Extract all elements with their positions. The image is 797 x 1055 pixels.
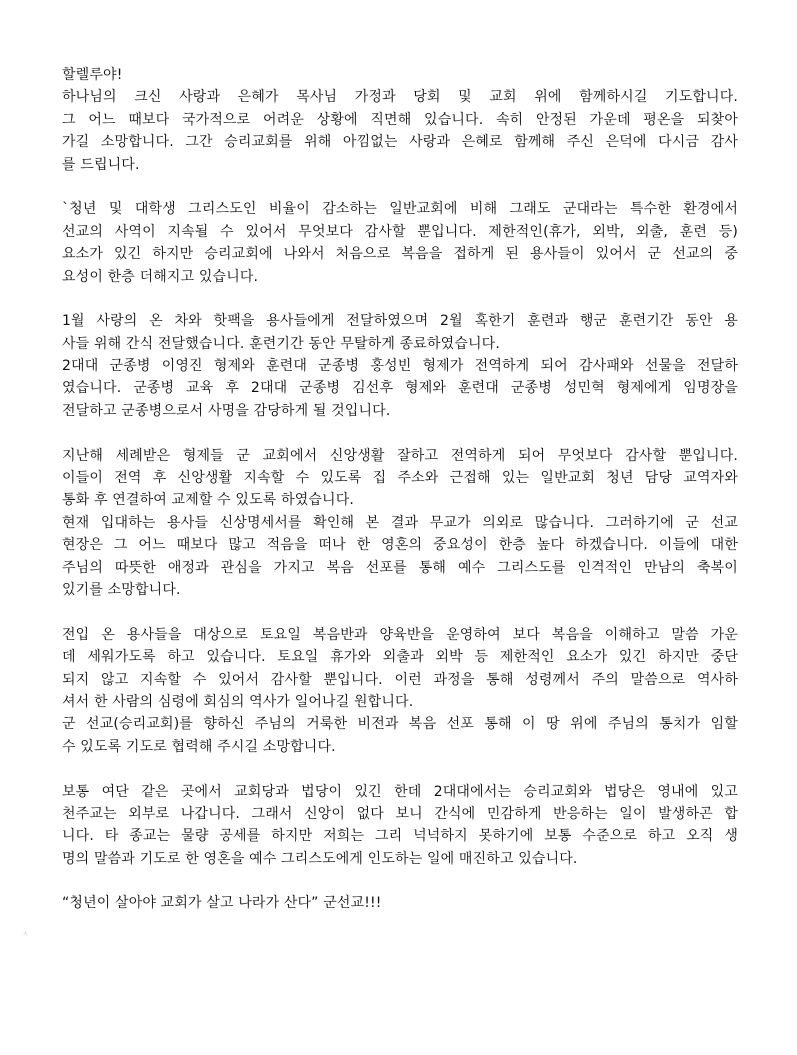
paragraph-line: 있기를 소망합니다. — [62, 581, 181, 598]
paragraph-spacer — [62, 288, 738, 310]
letter-body — [62, 64, 738, 915]
paragraph-line: 선교의 사역이 지속될 수 있어서 무엇보다 감사할 뿐입니다. 제한적인(휴가, 외박, 외출, 훈련 등) — [62, 223, 738, 240]
paragraph-line: 사들 위해 간식 전달했습니다. 훈련기간 동안 무탈하게 종료하였습니다. — [62, 335, 500, 352]
greeting: 할렐루야! — [62, 67, 123, 83]
paragraph-line: 니다. 타 종교는 물량 공세를 하지만 저희는 그리 넉넉하지 못하기에 보통 수준으로 하고 오직 생 — [62, 828, 738, 845]
paragraph-line: 요성이 한층 더해지고 있습니다. — [62, 268, 259, 285]
paragraph-spacer — [62, 601, 738, 623]
paragraph-1 — [62, 86, 738, 176]
paragraph-line: 셔서 한 사람의 심령에 회심의 역사가 일어나길 원합니다. — [62, 693, 414, 710]
paragraph-line: 가길 소망합니다. 그간 승리교회를 위해 아낌없는 사랑과 은혜로 함께해 주신 은덕에 다시금 감사 — [62, 134, 738, 151]
paragraph-line: 데 세워가도록 하고 있습니다. 토요일 휴가와 외출과 외박 등 제한적인 요소가 있긴 하지만 중단 — [62, 649, 738, 666]
paragraph-line: 전입 온 용사들을 대상으로 토요일 복음반과 양육반을 운영하여 보다 복음을 이해하고 말씀 가운 — [62, 626, 738, 643]
paragraph-line: 현장은 그 어느 때보다 많고 적음을 떠나 한 영혼의 중요성이 한층 높다 하겠습니다. 이들에 대한 — [62, 537, 738, 554]
paragraph-4 — [62, 445, 738, 602]
paragraph-line: 였습니다. 군종병 교육 후 2대대 군종병 김선후 형제와 훈련대 군종병 성민혁 형제에게 임명장을 — [62, 380, 738, 397]
paragraph-3 — [62, 310, 738, 422]
paragraph-5 — [62, 624, 738, 758]
paragraph-line: 명의 말씀과 기도로 한 영혼을 예수 그리스도에게 인도하는 일에 매진하고 있습니다. — [62, 850, 578, 867]
paragraph-line: `청년 및 대학생 그리스도인 비율이 감소하는 일반교회에 비해 그래도 군대라는 특수한 환경에서 — [62, 201, 738, 218]
paragraph-line: 전달하고 군종병으로서 사명을 감당하게 될 것입니다. — [62, 402, 391, 419]
closing-slogan: “청년이 살아야 교회가 살고 나라가 산다” 군선교!!! — [62, 895, 382, 912]
paragraph-line: 주님의 따뜻한 애정과 관심을 가지고 복음 선포를 통해 예수 그리스도를 인격적인 만남의 축복이 — [62, 559, 738, 576]
paragraph-line: 군 선교(승리교회)를 향하신 주님의 거룩한 비전과 복음 선포 통해 이 땅 위에 주님의 통치가 임할 — [62, 716, 738, 733]
paragraph-spacer — [62, 758, 738, 780]
paragraph-spacer — [62, 176, 738, 198]
paragraph-line: 요소가 있긴 하지만 승리교회에 나와서 처음으로 복음을 접하게 된 용사들이 있어서 군 선교의 중 — [62, 246, 738, 263]
paragraph-6 — [62, 781, 738, 871]
paragraph-line: 보통 여단 같은 곳에서 교회당과 법당이 있긴 한데 2대대에서는 승리교회와 법당은 영내에 있고 — [62, 783, 738, 800]
paragraph-line: 천주교는 외부로 나갑니다. 그래서 신앙이 없다 보니 간식에 민감하게 반응하는 일이 발생하곤 합 — [62, 805, 738, 822]
paragraph-line: 를 드립니다. — [62, 156, 140, 173]
paragraph-spacer — [62, 870, 738, 892]
paragraph-line: 1월 사랑의 온 차와 핫팩을 용사들에게 전달하였으며 2월 혹한기 훈련과 행군 훈련기간 동안 용 — [62, 313, 738, 330]
paragraph-2 — [62, 198, 738, 288]
paragraph-spacer — [62, 422, 738, 444]
paragraph-line: 그 어느 때보다 국가적으로 어려운 상황에 직면해 있습니다. 속히 안정된 가운데 평온을 되찾아 — [62, 111, 738, 128]
paragraph-line: 되지 않고 지속할 수 있어서 감사할 뿐입니다. 이런 과정을 통해 성령께서 주의 말씀으로 역사하 — [62, 671, 738, 688]
paragraph-line: 현재 입대하는 용사들 신상명세서를 확인해 본 결과 무교가 의외로 많습니다. 그러하기에 군 선교 — [62, 514, 738, 531]
paragraph-line: 수 있도록 기도로 협력해 주시길 소망합니다. — [62, 738, 336, 755]
paragraph-line: 이들이 전역 후 신앙생활 지속할 수 있도록 집 주소와 근접해 있는 일반교회 청년 담당 교역자와 — [62, 470, 738, 487]
paragraph-line: 통화 후 연결하여 교제할 수 있도록 하였습니다. — [62, 492, 355, 509]
paragraph-line: 지난해 세례받은 형제들 군 교회에서 신앙생활 잘하고 전역하게 되어 무엇보다 감사할 뿐입니다. — [62, 447, 738, 464]
stray-margin-mark: ㅅ — [22, 930, 29, 938]
paragraph-line: 2대대 군종병 이영진 형제와 훈련대 군종병 홍성빈 형제가 전역하게 되어 감사패와 선물을 전달하 — [62, 358, 738, 375]
paragraph-line: 하나님의 크신 사랑과 은혜가 목사님 가정과 당회 및 교회 위에 함께하시길 기도합니다. — [62, 89, 738, 106]
